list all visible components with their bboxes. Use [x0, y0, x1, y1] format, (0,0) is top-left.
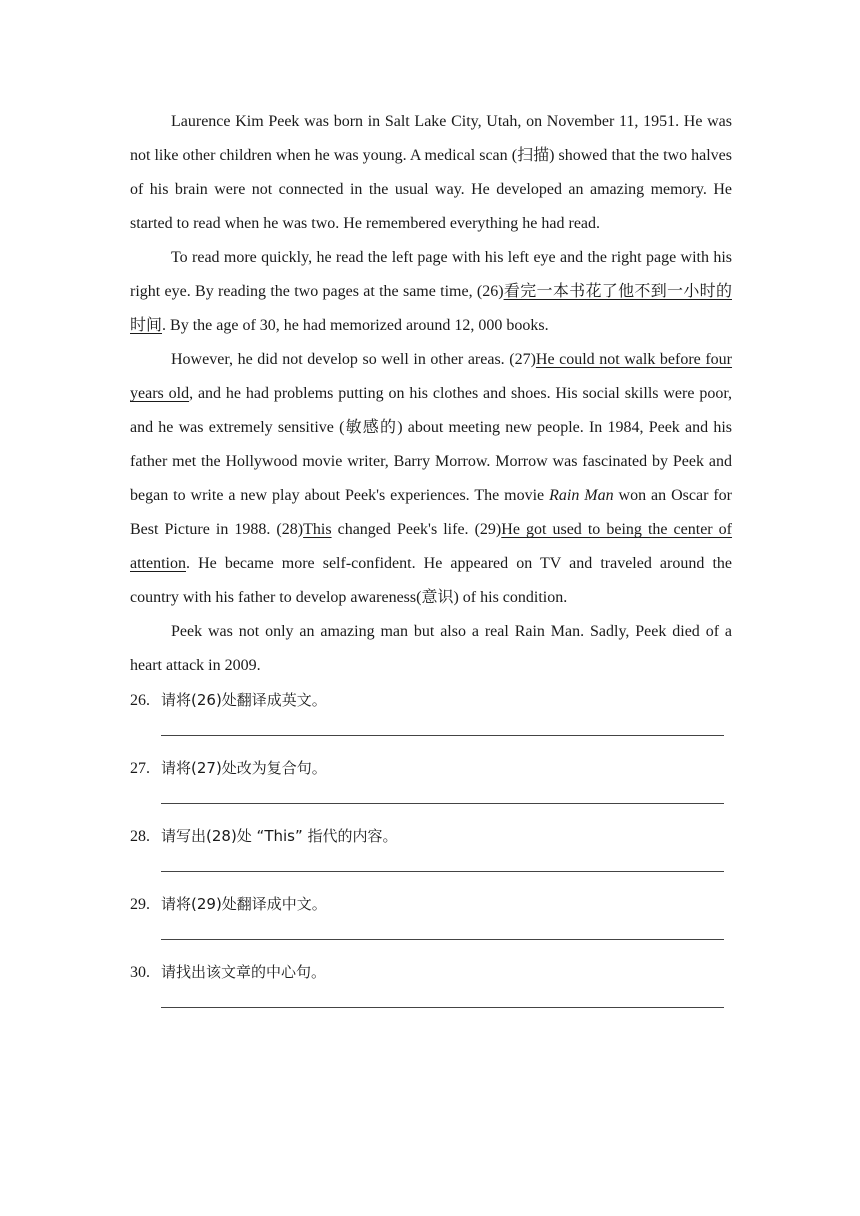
- underlined-phrase-27: He could not walk before four years old: [130, 351, 733, 402]
- worksheet-page: [130, 105, 732, 1023]
- question-number: 26.: [130, 692, 150, 709]
- paragraph-3-text-a: However, he did not develop so well in other areas. (27): [171, 351, 536, 368]
- question-number: 30.: [130, 964, 150, 981]
- question-29: [130, 887, 732, 955]
- answer-line-30[interactable]: [161, 989, 724, 1023]
- question-26: [130, 683, 732, 751]
- underlined-phrase-29: He got used to being the center of attention: [130, 521, 733, 572]
- paragraph-3-text-c: won an Oscar for Best Picture in 1988. (28): [130, 487, 733, 538]
- paragraph-3-text-e: . He became more self-confident. He appeared on TV and traveled around the country with his father to develop awareness(意识) of his condition.: [130, 555, 732, 606]
- paragraph-2-text-a: To read more quickly, he read the left page with his left eye and the right page with his right eye. By reading the two pages at the same time, (26): [130, 249, 732, 300]
- question-number: 27.: [130, 760, 150, 777]
- question-number: 29.: [130, 896, 150, 913]
- question-text: 请将(26)处翻译成英文。: [161, 691, 327, 709]
- question-text: 请写出(28)处 “This” 指代的内容。: [161, 827, 398, 845]
- question-prompt: [130, 955, 732, 989]
- question-text: 请将(29)处翻译成中文。: [161, 895, 327, 913]
- question-prompt: [130, 683, 732, 717]
- question-text: 请将(27)处改为复合句。: [161, 759, 327, 777]
- paragraph-3-text-d: changed Peek's life. (29): [331, 521, 502, 538]
- question-28: [130, 819, 732, 887]
- paragraph-3-text-b: , and he had problems putting on his clothes and shoes. His social skills were poor, and he was extremely sensitive (敏感的) about meeting new people. In 1984, Peek and his father met the Hollywood movie writer, Barry Morrow. Morrow was fascinated by Peek and began to write a new play about Peek's experiences. The movie: [130, 385, 733, 504]
- passage-paragraph-2: [130, 241, 732, 343]
- passage-paragraph-4: [130, 615, 732, 683]
- question-prompt: [130, 819, 732, 853]
- answer-line-27[interactable]: [161, 785, 724, 819]
- passage-paragraph-3: [130, 343, 732, 615]
- question-prompt: [130, 887, 732, 921]
- underlined-phrase-26: 看完一本书花了他不到一小时的时间: [130, 283, 732, 334]
- answer-line-29[interactable]: [161, 921, 724, 955]
- question-prompt: [130, 751, 732, 785]
- question-30: [130, 955, 732, 1023]
- question-number: 28.: [130, 828, 150, 845]
- paragraph-4-text: Peek was not only an amazing man but also a real Rain Man. Sadly, Peek died of a heart attack in 2009.: [130, 623, 732, 674]
- answer-line-28[interactable]: [161, 853, 724, 887]
- paragraph-2-text-b: . By the age of 30, he had memorized around 12, 000 books.: [162, 317, 549, 334]
- paragraph-1-text: Laurence Kim Peek was born in Salt Lake City, Utah, on November 11, 1951. He was not like other children when he was young. A medical scan (扫描) showed that the two halves of his brain were not connected in the usual way. He developed an amazing memory. He started to read when he was two. He remembered everything he had read.: [130, 113, 732, 232]
- question-text: 请找出该文章的中心句。: [161, 963, 327, 981]
- question-27: [130, 751, 732, 819]
- question-list: [130, 683, 732, 1023]
- answer-line-26[interactable]: [161, 717, 724, 751]
- passage-paragraph-1: [130, 105, 732, 241]
- movie-title: Rain Man: [549, 487, 614, 504]
- underlined-word-28: This: [303, 521, 332, 538]
